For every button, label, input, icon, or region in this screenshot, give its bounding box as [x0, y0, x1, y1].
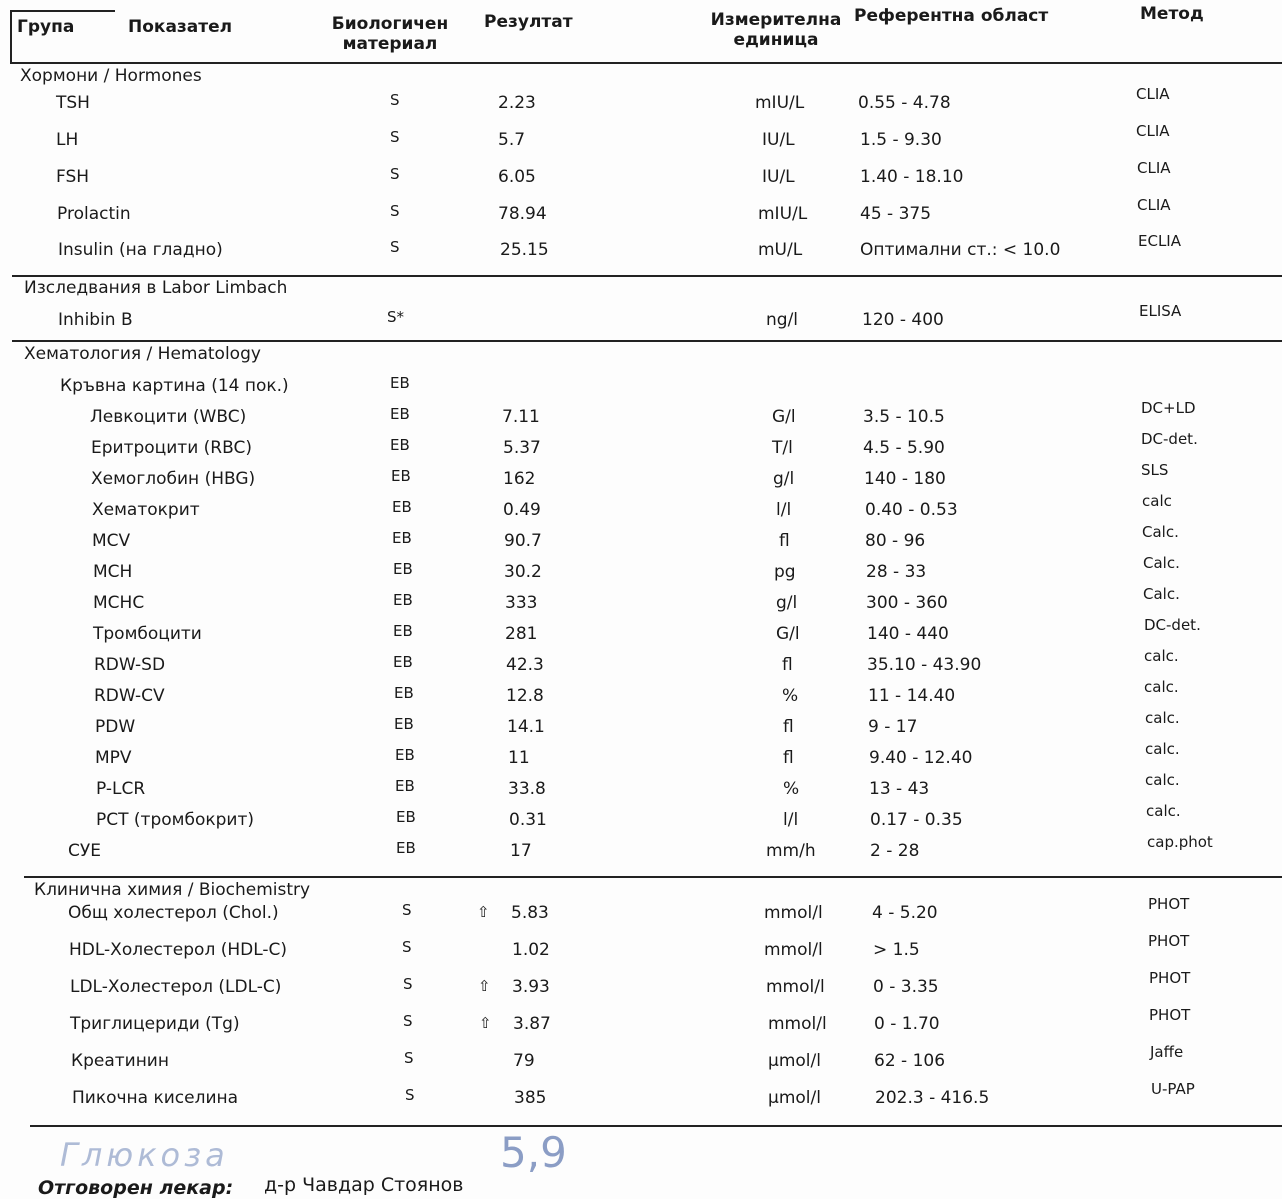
indicator-name: PCT (тромбокрит)	[96, 810, 254, 830]
unit-value: %	[783, 779, 800, 799]
indicator-name: Креатинин	[71, 1051, 169, 1071]
unit-value: mIU/L	[758, 204, 808, 224]
result-value: 90.7	[504, 531, 542, 551]
reference-range: 140 - 440	[867, 624, 949, 644]
header-top-border	[10, 10, 115, 12]
reference-range: 0 - 1.70	[874, 1014, 940, 1034]
method-code: ECLIA	[1138, 232, 1181, 250]
result-value: 5.37	[503, 438, 541, 458]
reference-range: 2 - 28	[870, 841, 920, 861]
unit-value: pg	[774, 562, 796, 582]
header-reference: Референтна област	[854, 6, 1049, 26]
unit-value: µmol/l	[768, 1088, 821, 1108]
material-code: EB	[392, 498, 412, 516]
table-row	[0, 523, 1282, 559]
table-row	[0, 833, 1282, 869]
reference-range: 28 - 33	[866, 562, 927, 582]
reference-range: 80 - 96	[865, 531, 926, 551]
separator-limbach	[12, 275, 1282, 277]
reference-range: 9.40 - 12.40	[869, 748, 973, 768]
unit-value: G/l	[772, 407, 796, 427]
separator-biochemistry	[24, 876, 1282, 878]
material-code: S	[403, 975, 413, 993]
reference-range: 140 - 180	[864, 469, 946, 489]
method-code: Calc.	[1142, 523, 1179, 541]
group-title-biochemistry: Клинична химия / Biochemistry	[34, 880, 311, 900]
unit-value: IU/L	[762, 167, 795, 187]
table-row	[0, 740, 1282, 776]
material-code: EB	[393, 591, 413, 609]
material-code: S	[390, 238, 400, 256]
result-value: 6.05	[498, 167, 536, 187]
result-value: 385	[514, 1088, 547, 1108]
result-value: 14.1	[507, 717, 545, 737]
method-code: PHOT	[1149, 969, 1191, 987]
method-code: calc.	[1146, 802, 1181, 820]
header-material: Биологичен материал	[331, 14, 449, 54]
table-row	[0, 232, 1282, 268]
reference-range: 0.17 - 0.35	[870, 810, 963, 830]
table-row	[0, 678, 1282, 714]
result-value: 1.02	[512, 940, 550, 960]
result-value: 12.8	[506, 686, 544, 706]
indicator-name: Левкоцити (WBC)	[90, 407, 247, 427]
indicator-name: Пикочна киселина	[72, 1088, 239, 1108]
method-code: DC-det.	[1144, 616, 1201, 634]
result-value: 7.11	[502, 407, 540, 427]
material-code: EB	[390, 436, 410, 454]
indicator-name: RDW-SD	[94, 655, 166, 675]
unit-value: fl	[783, 717, 794, 737]
table-row	[0, 85, 1282, 121]
unit-value: l/l	[783, 810, 799, 830]
result-value: 3.87	[513, 1014, 551, 1034]
unit-value: G/l	[776, 624, 800, 644]
table-row	[0, 709, 1282, 745]
indicator-name: P-LCR	[96, 779, 146, 799]
unit-value: %	[782, 686, 799, 706]
material-code: S	[390, 128, 400, 146]
result-value: 79	[513, 1051, 535, 1071]
result-value: 162	[503, 469, 536, 489]
method-code: PHOT	[1148, 932, 1190, 950]
table-row	[0, 302, 1282, 338]
table-row	[0, 802, 1282, 838]
responsible-doctor-label: Отговорен лекар:	[38, 1177, 234, 1199]
reference-range: 4.5 - 5.90	[863, 438, 945, 458]
result-value: 5.83	[511, 903, 549, 923]
table-row	[0, 492, 1282, 528]
reference-range: Оптимални ст.: < 10.0	[860, 240, 1061, 260]
method-code: calc.	[1145, 709, 1180, 727]
group-title-hormones: Хормони / Hormones	[20, 66, 202, 86]
unit-value: T/l	[772, 438, 793, 458]
table-row	[0, 122, 1282, 158]
unit-value: mmol/l	[766, 977, 825, 997]
unit-value: l/l	[776, 500, 792, 520]
unit-value: mU/L	[758, 240, 803, 260]
method-code: DC-det.	[1141, 430, 1198, 448]
material-code: S	[402, 901, 412, 919]
indicator-name: Insulin (на гладно)	[58, 240, 223, 260]
unit-value: g/l	[773, 469, 795, 489]
table-row	[0, 647, 1282, 683]
material-code: S	[403, 1012, 413, 1030]
method-code: Calc.	[1143, 585, 1180, 603]
reference-range: 62 - 106	[874, 1051, 946, 1071]
table-row	[0, 196, 1282, 232]
table-row	[0, 1080, 1282, 1116]
method-code: CLIA	[1137, 159, 1171, 177]
method-code: CLIA	[1136, 85, 1170, 103]
reference-range: 0.55 - 4.78	[858, 93, 951, 113]
material-code: S	[390, 91, 400, 109]
material-code: S	[402, 938, 412, 956]
reference-range: 1.40 - 18.10	[860, 167, 964, 187]
indicator-name: Хематокрит	[92, 500, 200, 520]
table-row	[0, 1006, 1282, 1042]
table-row	[0, 159, 1282, 195]
result-value: 333	[505, 593, 538, 613]
method-code: Calc.	[1143, 554, 1180, 572]
method-code: U-PAP	[1151, 1080, 1195, 1098]
responsible-doctor-name: д-р Чавдар Стоянов	[264, 1174, 464, 1196]
handwritten-note-right: 5,9	[500, 1128, 567, 1177]
result-value: 78.94	[498, 204, 547, 224]
table-row	[0, 376, 1282, 404]
reference-range: 3.5 - 10.5	[863, 407, 945, 427]
reference-range: 9 - 17	[868, 717, 918, 737]
indicator-name: MCHC	[93, 593, 145, 613]
unit-value: mmol/l	[764, 940, 823, 960]
group-title-limbach: Изследвания в Labor Limbach	[24, 278, 288, 298]
result-value: 33.8	[508, 779, 546, 799]
high-flag-arrow-icon: ⇧	[477, 903, 490, 921]
indicator-name: LH	[56, 130, 79, 150]
header-method: Метод	[1140, 4, 1204, 24]
indicator-name: MCV	[92, 531, 131, 551]
result-value: 0.31	[509, 810, 547, 830]
indicator-name: Inhibin B	[58, 310, 133, 330]
material-code: S	[404, 1049, 414, 1067]
result-value: 5.7	[498, 130, 526, 150]
indicator-name: HDL-Холестерол (HDL-C)	[69, 940, 288, 960]
material-code: EB	[392, 529, 412, 547]
unit-value: IU/L	[762, 130, 795, 150]
reference-range: 0.40 - 0.53	[865, 500, 958, 520]
result-value: 281	[505, 624, 538, 644]
separator-hematology	[12, 340, 1282, 342]
material-code: S*	[387, 308, 405, 326]
method-code: calc.	[1145, 740, 1180, 758]
material-code: EB	[393, 653, 413, 671]
result-value: 30.2	[504, 562, 542, 582]
header-bottom-border	[10, 62, 1282, 64]
material-code: S	[405, 1086, 415, 1104]
reference-range: 4 - 5.20	[872, 903, 938, 923]
reference-range: 13 - 43	[869, 779, 930, 799]
unit-value: ng/l	[766, 310, 799, 330]
header-unit: Измерителна единица	[710, 10, 842, 50]
reference-range: 120 - 400	[862, 310, 944, 330]
method-code: calc	[1142, 492, 1172, 510]
indicator-name: LDL-Холестерол (LDL-C)	[70, 977, 282, 997]
result-value: 3.93	[512, 977, 550, 997]
table-row	[0, 771, 1282, 807]
reference-range: 11 - 14.40	[868, 686, 956, 706]
table-row	[0, 616, 1282, 652]
indicator-name: Prolactin	[57, 204, 131, 224]
high-flag-arrow-icon: ⇧	[479, 1014, 492, 1032]
method-code: PHOT	[1148, 895, 1190, 913]
indicator-name: Тромбоцити	[93, 624, 202, 644]
unit-value: mm/h	[766, 841, 816, 861]
material-code: EB	[390, 374, 410, 392]
result-value: 42.3	[506, 655, 544, 675]
reference-range: 1.5 - 9.30	[860, 130, 942, 150]
material-code: S	[390, 202, 400, 220]
header-result: Резултат	[484, 12, 573, 32]
indicator-name: PDW	[95, 717, 136, 737]
reference-range: 202.3 - 416.5	[875, 1088, 990, 1108]
table-row	[0, 430, 1282, 466]
unit-value: g/l	[776, 593, 798, 613]
separator-bottom	[30, 1125, 1282, 1127]
unit-value: mmol/l	[764, 903, 823, 923]
material-code: EB	[393, 560, 413, 578]
result-value: 25.15	[500, 240, 549, 260]
indicator-name: Общ холестерол (Chol.)	[68, 903, 279, 923]
indicator-name: TSH	[56, 93, 90, 113]
table-row	[0, 585, 1282, 621]
method-code: CLIA	[1136, 122, 1170, 140]
indicator-name: RDW-CV	[94, 686, 165, 706]
indicator-name: Триглицериди (Tg)	[70, 1014, 240, 1034]
result-value: 17	[510, 841, 532, 861]
table-row	[0, 461, 1282, 497]
indicator-name: FSH	[56, 167, 90, 187]
table-row	[0, 895, 1282, 931]
table-row	[0, 969, 1282, 1005]
material-code: EB	[396, 839, 416, 857]
method-code: cap.phot	[1147, 833, 1213, 851]
reference-range: 0 - 3.35	[873, 977, 939, 997]
method-code: CLIA	[1137, 196, 1171, 214]
material-code: EB	[395, 746, 415, 764]
unit-value: mmol/l	[768, 1014, 827, 1034]
indicator-name: MCH	[93, 562, 133, 582]
indicator-name: Хемоглобин (HBG)	[91, 469, 256, 489]
table-row	[0, 1043, 1282, 1079]
indicator-name: Кръвна картина (14 пок.)	[60, 376, 289, 396]
method-code: Jaffe	[1150, 1043, 1184, 1061]
material-code: EB	[396, 808, 416, 826]
header-indicator: Показател	[128, 17, 233, 37]
handwritten-note-left: Глюкоза	[60, 1136, 229, 1174]
material-code: EB	[395, 777, 415, 795]
material-code: EB	[391, 467, 411, 485]
indicator-name: Еритроцити (RBC)	[91, 438, 252, 458]
indicator-name: СУЕ	[68, 841, 101, 861]
reference-range: 300 - 360	[866, 593, 948, 613]
reference-range: 35.10 - 43.90	[867, 655, 982, 675]
reference-range: > 1.5	[873, 940, 920, 960]
result-value: 11	[508, 748, 530, 768]
header-group: Група	[17, 17, 75, 37]
material-code: S	[390, 165, 400, 183]
table-row	[0, 932, 1282, 968]
method-code: calc.	[1144, 647, 1179, 665]
unit-value: fl	[779, 531, 790, 551]
table-row	[0, 399, 1282, 435]
method-code: PHOT	[1149, 1006, 1191, 1024]
result-value: 2.23	[498, 93, 536, 113]
unit-value: fl	[783, 748, 794, 768]
table-row	[0, 554, 1282, 590]
unit-value: µmol/l	[768, 1051, 821, 1071]
result-value: 0.49	[503, 500, 541, 520]
material-code: EB	[393, 622, 413, 640]
unit-value: mIU/L	[755, 93, 805, 113]
material-code: EB	[390, 405, 410, 423]
method-code: SLS	[1141, 461, 1169, 479]
indicator-name: MPV	[95, 748, 132, 768]
method-code: DC+LD	[1141, 399, 1196, 417]
method-code: ELISA	[1139, 302, 1182, 320]
method-code: calc.	[1144, 678, 1179, 696]
reference-range: 45 - 375	[860, 204, 932, 224]
header-left-border	[10, 10, 12, 62]
unit-value: fl	[782, 655, 793, 675]
method-code: calc.	[1145, 771, 1180, 789]
high-flag-arrow-icon: ⇧	[478, 977, 491, 995]
material-code: EB	[394, 684, 414, 702]
group-title-hematology: Хематология / Hematology	[24, 344, 261, 364]
material-code: EB	[394, 715, 414, 733]
